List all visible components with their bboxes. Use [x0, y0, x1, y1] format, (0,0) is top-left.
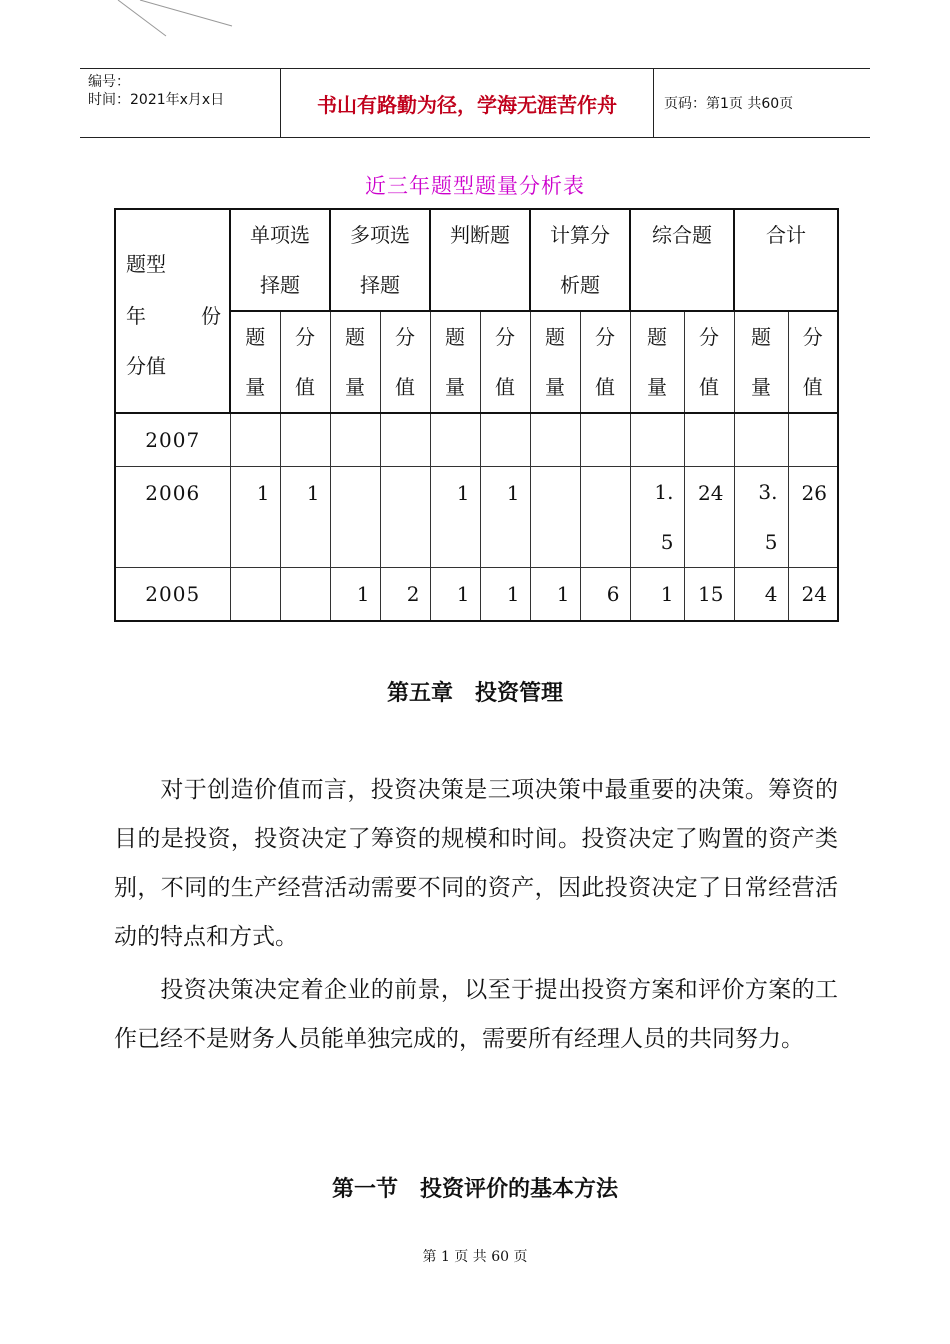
- data-cell: 2: [380, 568, 430, 622]
- sub-char: 题: [245, 325, 266, 349]
- score-subheader: [280, 311, 330, 413]
- value-part: 3.: [758, 480, 778, 504]
- year-cell: 2006: [115, 467, 230, 568]
- table-row: [115, 568, 838, 622]
- value-part: 5: [660, 530, 674, 554]
- data-cell: 1: [480, 467, 530, 568]
- data-cell: [530, 413, 580, 467]
- value-part: 5: [764, 530, 778, 554]
- category-line2: 析题: [560, 273, 600, 297]
- header-meta: [80, 69, 281, 137]
- year-cell: 2007: [115, 413, 230, 467]
- sub-char: 量: [647, 375, 667, 399]
- sub-char: 值: [802, 375, 823, 399]
- data-cell: 1: [430, 467, 480, 568]
- paragraph: [114, 766, 838, 962]
- data-cell: [280, 413, 330, 467]
- category-header: [430, 209, 530, 311]
- paragraph: [114, 966, 838, 1064]
- sub-char: 值: [495, 375, 515, 399]
- page-header: [80, 68, 870, 138]
- data-cell: 6: [580, 568, 630, 622]
- sub-char: 量: [445, 375, 465, 399]
- data-cell: [684, 413, 734, 467]
- count-subheader: [230, 311, 280, 413]
- sub-char: 量: [545, 375, 565, 399]
- category-line2: 择题: [260, 273, 300, 297]
- table-title: 近三年题型题量分析表: [365, 174, 585, 198]
- data-cell: 4: [734, 568, 788, 622]
- data-cell: [330, 467, 380, 568]
- data-cell: [480, 413, 530, 467]
- sub-char: 值: [395, 375, 415, 399]
- motto-text: 书山有路勤为径，学海无涯苦作舟: [317, 92, 617, 117]
- chapter-title: 第五章 投资管理: [386, 681, 563, 706]
- sub-char: 量: [345, 375, 365, 399]
- data-cell: [734, 467, 788, 568]
- data-cell: 1: [280, 467, 330, 568]
- table-row: [115, 413, 838, 467]
- section-title: 第一节 投资评价的基本方法: [331, 1177, 618, 1202]
- sub-char: 分: [699, 325, 719, 349]
- data-cell: [580, 467, 630, 568]
- data-cell: 1: [480, 568, 530, 622]
- header-row: [115, 209, 838, 311]
- corner-year-label-right: 份: [201, 304, 221, 328]
- count-subheader: [430, 311, 480, 413]
- data-cell: 1: [330, 568, 380, 622]
- data-cell: [230, 413, 280, 467]
- category-header: [530, 209, 630, 311]
- sub-char: 值: [699, 375, 719, 399]
- sub-char: 分: [395, 325, 415, 349]
- table-row: [115, 467, 838, 568]
- data-cell: [430, 413, 480, 467]
- category-line2: 择题: [360, 273, 400, 297]
- corner-header-cell: [115, 209, 230, 413]
- data-cell: 1: [230, 467, 280, 568]
- data-cell: [280, 568, 330, 622]
- serial-label: 编号：: [88, 74, 130, 90]
- data-cell: [530, 467, 580, 568]
- sub-char: 题: [647, 325, 667, 349]
- score-subheader: [380, 311, 430, 413]
- corner-year-label-left: 年: [126, 304, 146, 328]
- count-subheader: [734, 311, 788, 413]
- count-subheader: [530, 311, 580, 413]
- page-footer: 第 1 页 共 60 页: [422, 1249, 528, 1265]
- category-line1: 计算分: [550, 223, 610, 247]
- data-cell: 24: [684, 467, 734, 568]
- sub-char: 题: [345, 325, 365, 349]
- category-line1: 判断题: [450, 223, 510, 247]
- data-cell: [734, 413, 788, 467]
- data-cell: [380, 413, 430, 467]
- category-header: [630, 209, 734, 311]
- score-subheader: [580, 311, 630, 413]
- data-cell: [230, 568, 280, 622]
- corner-type-label: 题型: [126, 252, 166, 276]
- sub-char: 量: [751, 375, 771, 399]
- date-label: 时间：2021年x月x日: [88, 92, 225, 108]
- sub-char: 题: [445, 325, 465, 349]
- category-line1: 多项选: [350, 223, 410, 247]
- sub-char: 分: [295, 325, 315, 349]
- data-cell: 26: [788, 467, 838, 568]
- sub-char: 分: [595, 325, 615, 349]
- year-cell: 2005: [115, 568, 230, 622]
- category-line1: 综合题: [652, 223, 712, 247]
- corner-score-label: 分值: [126, 354, 166, 378]
- question-analysis-table: [114, 208, 839, 622]
- data-cell: 15: [684, 568, 734, 622]
- data-cell: 1: [530, 568, 580, 622]
- category-line1: 单项选: [250, 223, 310, 247]
- data-cell: [580, 413, 630, 467]
- score-subheader: [480, 311, 530, 413]
- paragraph-text: 对于创造价值而言，投资决策是三项决策中最重要的决策。筹资的目的是投资，投资决定了筹资的规模和时间。投资决定了购置的资产类别，不同的生产经营活动需要不同的资产，因此投资决定了日常经营活动的特点和方式。: [114, 777, 838, 950]
- sub-char: 题: [545, 325, 565, 349]
- category-header: [230, 209, 330, 311]
- data-cell: [330, 413, 380, 467]
- data-cell: [380, 467, 430, 568]
- data-cell: 1: [630, 568, 684, 622]
- paragraph-text: 投资决策决定着企业的前景，以至于提出投资方案和评价方案的工作已经不是财务人员能单独完成的，需要所有经理人员的共同努力。: [114, 977, 838, 1052]
- data-cell: [788, 413, 838, 467]
- data-cell: [630, 413, 684, 467]
- category-header: [734, 209, 838, 311]
- value-part: 1.: [654, 480, 674, 504]
- data-cell: 24: [788, 568, 838, 622]
- page-info: 页码：第1页 共60页: [664, 96, 794, 112]
- score-subheader: [684, 311, 734, 413]
- sub-char: 值: [595, 375, 615, 399]
- sub-char: 值: [295, 375, 315, 399]
- score-subheader: [788, 311, 838, 413]
- sub-char: 题: [751, 325, 771, 349]
- data-cell: [630, 467, 684, 568]
- category-line1: 合计: [766, 223, 806, 247]
- header-motto: [281, 69, 654, 137]
- count-subheader: [330, 311, 380, 413]
- data-cell: 1: [430, 568, 480, 622]
- sub-char: 分: [495, 325, 515, 349]
- sub-char: 分: [802, 325, 823, 349]
- sub-char: 量: [245, 375, 266, 399]
- category-header: [330, 209, 430, 311]
- corner-decoration-lines: [0, 0, 250, 50]
- count-subheader: [630, 311, 684, 413]
